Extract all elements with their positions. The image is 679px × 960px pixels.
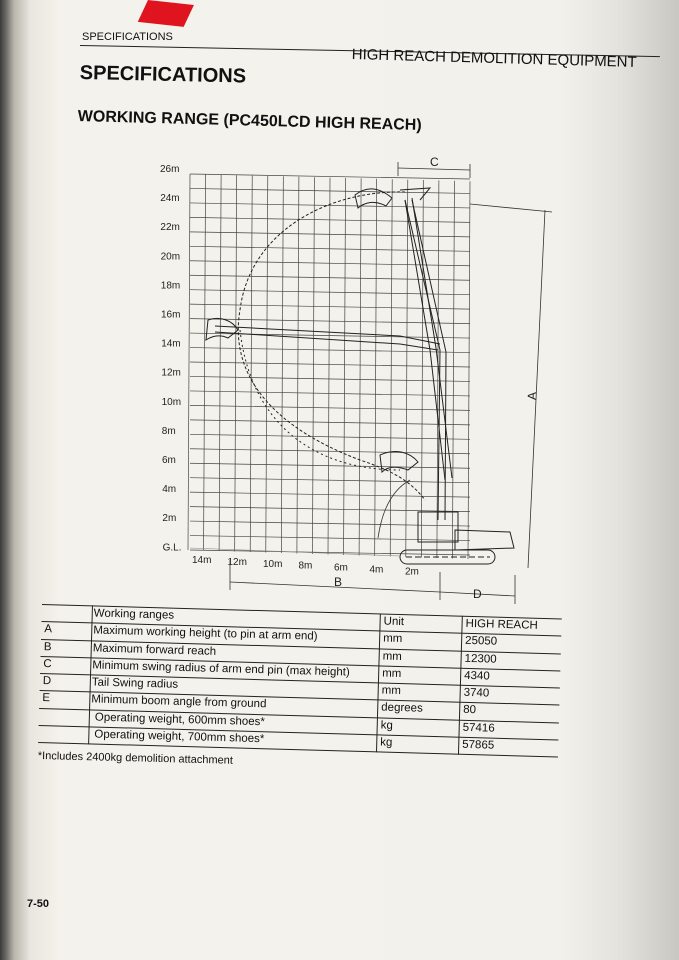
grid-line-horizontal [190, 405, 470, 410]
reach-tick-label: 6m [334, 562, 348, 574]
height-tick-label: 6m [162, 455, 176, 466]
row-unit: mm [382, 667, 402, 680]
grid-line-horizontal [190, 507, 470, 512]
dim-c-label: C [430, 155, 439, 169]
ground-line [190, 548, 400, 556]
height-tick-label: 14m [161, 338, 181, 350]
grid-line-horizontal [190, 376, 470, 381]
row-description: Minimum swing radius of arm end pin (max height) [92, 659, 350, 679]
header-chapter: HIGH REACH DEMOLITION EQUIPMENT [351, 46, 637, 71]
row-description: Operating weight, 600mm shoes* [94, 711, 266, 729]
grid-line-horizontal [190, 492, 470, 497]
height-tick-label: 16m [161, 309, 181, 321]
dim-d-label: D [473, 587, 482, 601]
row-unit: kg [380, 736, 393, 749]
grid-line-vertical [266, 176, 268, 553]
height-tick-label: 26m [160, 164, 180, 175]
reach-tick-label: 12m [227, 556, 247, 568]
bucket-mid [380, 451, 418, 472]
row-description: Operating weight, 700mm shoes* [94, 728, 265, 746]
reach-tick-label: 14m [192, 555, 212, 566]
header-section: SPECIFICATIONS [82, 31, 173, 43]
row-unit: mm [382, 650, 403, 663]
row-value: 25050 [464, 635, 498, 649]
row-value: 57865 [462, 738, 495, 752]
reach-axis-labels [192, 555, 419, 577]
row-description: Maximum forward reach [92, 642, 217, 658]
grid-line-horizontal [190, 246, 470, 251]
grid-line-vertical [235, 175, 237, 551]
grid-line-horizontal [190, 550, 470, 555]
row-description: Maximum working height (to pin at arm end) [93, 624, 318, 644]
row-letter: E [42, 692, 51, 705]
height-tick-label: 18m [160, 280, 181, 292]
grid-line-horizontal [190, 261, 470, 266]
page-number: 7-50 [27, 898, 50, 910]
row-value: 12300 [464, 652, 497, 666]
grid-line-vertical [297, 177, 299, 554]
footnote: *Includes 2400kg demolition attachment [37, 750, 234, 767]
boom-vertical [405, 200, 446, 520]
boom-horizontal [215, 326, 440, 350]
height-tick-label: 10m [161, 396, 182, 408]
row-description: Tail Swing radius [91, 676, 179, 692]
grid-line-horizontal [190, 391, 470, 396]
height-tick-label: G.L. [162, 542, 182, 554]
header-high-reach: HIGH REACH [465, 617, 538, 632]
page-title: SPECIFICATIONS [79, 62, 247, 88]
grid-line-horizontal [190, 362, 470, 367]
arm-vertical [405, 198, 452, 480]
row-value: 4340 [463, 669, 490, 683]
grid-line-vertical [250, 176, 252, 552]
grid-line-horizontal [190, 463, 470, 468]
row-value: 57416 [462, 721, 495, 735]
row-unit: mm [382, 632, 403, 646]
dim-a-label: A [524, 391, 540, 401]
height-tick-label: 12m [161, 367, 181, 379]
grid-line-horizontal [190, 290, 470, 295]
reach-tick-label: 2m [405, 566, 419, 578]
grid-line-horizontal [190, 521, 470, 526]
height-tick-label: 20m [160, 251, 181, 263]
grid-line-horizontal [190, 536, 470, 541]
header-unit: Unit [383, 615, 405, 629]
grid-line-vertical [188, 174, 190, 550]
grid-line-horizontal [190, 420, 470, 425]
height-tick-label: 22m [160, 222, 180, 234]
grid-line-horizontal [190, 275, 470, 280]
row-letter: D [42, 675, 52, 688]
reach-tick-label: 10m [263, 558, 283, 570]
grid-line-vertical [468, 181, 470, 559]
row-unit: degrees [381, 701, 423, 716]
grid-line-vertical [406, 180, 408, 557]
row-unit: mm [381, 684, 402, 698]
height-tick-label: 8m [161, 425, 176, 437]
reach-tick-label: 8m [298, 560, 313, 572]
row-description: Minimum boom angle from ground [91, 693, 267, 711]
grid-line-horizontal [190, 304, 470, 309]
height-tick-label: 24m [160, 193, 180, 205]
grid-line-vertical [421, 180, 423, 558]
diagram-title: WORKING RANGE (PC450LCD HIGH REACH) [77, 108, 422, 134]
height-tick-label: 2m [162, 513, 177, 525]
upper-structure [455, 530, 514, 550]
row-value: 3740 [463, 686, 490, 700]
working-ranges-table [38, 604, 562, 758]
grid-line-horizontal [190, 434, 470, 439]
boom-angle-arc [378, 480, 410, 538]
row-letter: A [44, 623, 53, 636]
row-letter: C [43, 657, 52, 671]
dim-a-line [528, 210, 545, 568]
bucket-left [206, 318, 238, 340]
height-tick-label: 4m [162, 484, 177, 496]
height-axis-labels [160, 164, 182, 553]
dim-b-label: B [334, 575, 343, 589]
reach-tick-label: 4m [369, 564, 384, 576]
row-value: 80 [463, 704, 477, 717]
diagram-grid [188, 174, 470, 559]
grid-line-horizontal [190, 478, 470, 483]
grid-line-horizontal [190, 449, 470, 454]
row-unit: kg [380, 719, 394, 732]
header-working-ranges: Working ranges [93, 607, 175, 622]
grid-line-vertical [452, 181, 454, 559]
row-letter: B [43, 640, 52, 653]
